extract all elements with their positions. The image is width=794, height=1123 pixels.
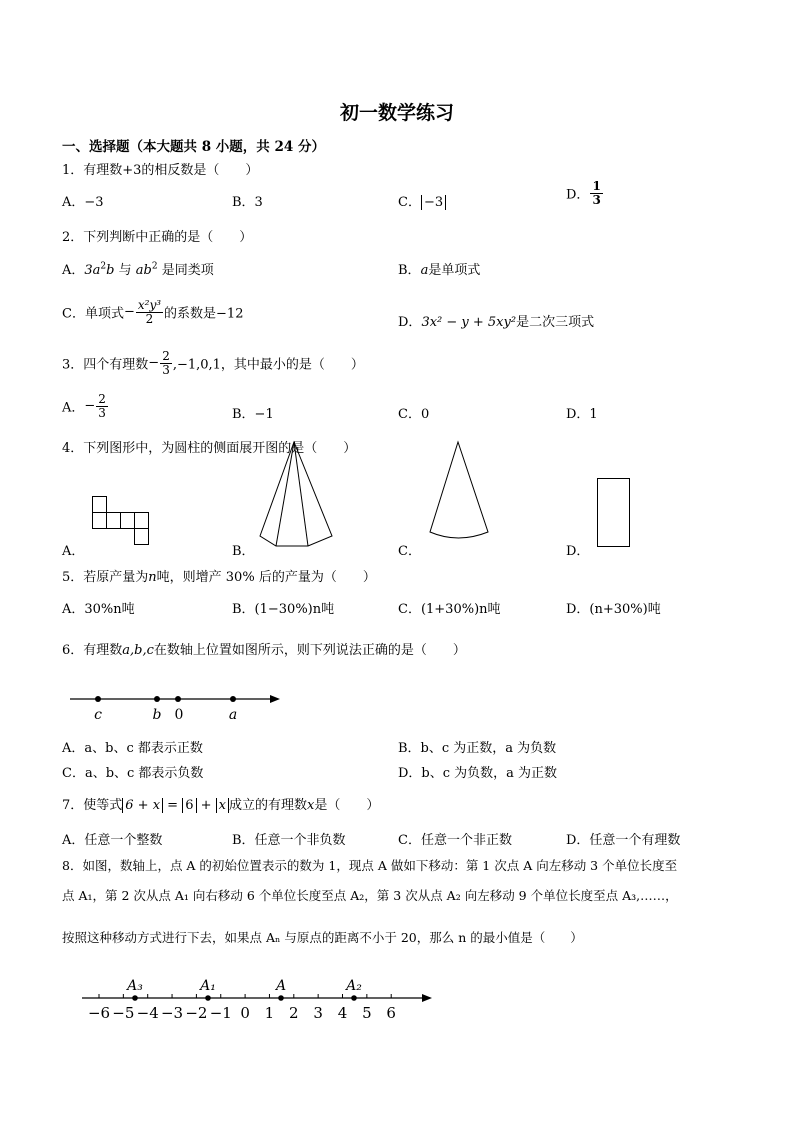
label-a1: A₁ [200, 978, 216, 994]
q1-option-a: A．−3 [62, 195, 104, 210]
q2-d-end: 是二次三项式 [516, 315, 595, 330]
axis-arrow [270, 695, 280, 703]
question-8-line-3: 按照这种移动方式进行下去，如果点 Aₙ 与原点的距离不小于 20，那么 n 的最小值是（ ） [62, 930, 583, 945]
q2-a-term2: b [106, 263, 115, 278]
question-8-line-1: 8．如图，数轴上，点 A 的初始位置表示的数为 1，现点 A 做如下移动：第 1 次点 A 向左移动 3 个单位长度至 [62, 858, 678, 873]
q1-option-c-prefix: C． [398, 195, 421, 210]
label-a: A [275, 978, 287, 994]
point-a [230, 696, 236, 702]
q2-b-prefix: B． [398, 263, 421, 278]
question-1-stem: 1．有理数+3的相反数是（ ） [62, 163, 259, 178]
q3-a-minus: − [84, 398, 96, 414]
tick-label: −2 [185, 1004, 208, 1022]
q6-option-d: D．b、c 为负数，a 为正数 [398, 766, 558, 781]
q5-option-d: D．(n+30%)吨 [566, 602, 661, 617]
number-line-q6 [66, 688, 286, 724]
tick-label: 0 [240, 1004, 250, 1022]
q6-option-a: A．a、b、c 都表示正数 [62, 741, 203, 756]
question-3-stem [62, 350, 364, 376]
q7-abs-r1: 6 [182, 798, 196, 813]
q2-c-minus: − [123, 304, 135, 320]
question-6-stem [62, 639, 466, 658]
section-heading: 一、选择题（本大题共 8 小题，共 24 分） [62, 139, 325, 155]
page-title: 初一数学练习 [339, 102, 454, 124]
tick-label: 4 [337, 1004, 348, 1022]
fraction-denominator: 3 [592, 192, 601, 207]
q7-plus: + [196, 798, 216, 813]
tick-label: −4 [136, 1004, 159, 1022]
q5-option-a: A．30%n吨 [62, 602, 135, 617]
tick-label: 1 [264, 1004, 275, 1022]
q3-option-b: B．−1 [232, 407, 274, 422]
net-square [135, 513, 149, 529]
q3-option-c: C．0 [398, 407, 430, 422]
q7-abs-r2: x [216, 798, 229, 813]
q4-option-b: B． [232, 544, 255, 559]
point-a3 [132, 995, 138, 1001]
tick-label: −5 [112, 1004, 135, 1022]
fraction-numerator: 2 [162, 349, 170, 363]
q2-d-expr: 3x² − y + 5xy² [421, 315, 517, 330]
q1-option-d-prefix: D． [566, 187, 590, 203]
net-square [93, 497, 107, 513]
q3-minus: − [148, 355, 160, 371]
q7-stem-post: 成立的有理数 [229, 798, 308, 813]
q1-option-c [398, 191, 446, 210]
q2-a-term1: 3a [84, 263, 101, 278]
q7-option-a: A．任意一个整数 [62, 833, 163, 848]
q2-c-end: 的系数是−12 [164, 306, 244, 322]
pyramid-edge [294, 442, 308, 546]
q2-option-b [398, 259, 480, 278]
tick-label: 2 [289, 1004, 299, 1022]
q6-stem-pre: 6．有理数 [62, 643, 123, 658]
q2-option-c [62, 299, 243, 325]
tick-label: 5 [362, 1004, 372, 1022]
q6-option-b: B．b、c 为正数，a 为负数 [398, 741, 557, 756]
q7-option-d: D．任意一个有理数 [566, 833, 681, 848]
point-a [278, 995, 284, 1001]
q1-option-d-fraction [590, 180, 602, 206]
q5-stem-pre: 5．若原产量为 [62, 570, 149, 585]
pyramid-figure-b [258, 440, 334, 550]
q7-option-c: C．任意一个非正数 [398, 833, 512, 848]
q3-stem-pre: 3．四个有理数 [62, 357, 149, 373]
q3-stem-post: ,−1,0,1，其中最小的是（ ） [172, 357, 364, 373]
q2-b-var: a [420, 263, 429, 278]
pyramid-edge [276, 442, 294, 546]
tick-label: 6 [386, 1004, 396, 1022]
rectangle-figure-d [597, 478, 631, 548]
q3-option-a [62, 393, 109, 419]
label-a: a [228, 707, 238, 723]
point-c [95, 696, 101, 702]
tick-label: 3 [313, 1004, 323, 1022]
q5-option-c: C．(1+30%)n吨 [398, 602, 501, 617]
q6-option-c: C．a、b、c 都表示负数 [62, 766, 204, 781]
q2-c-prefix: C．单项式 [62, 306, 124, 322]
q3-a-fraction [96, 393, 108, 419]
q4-option-c: C． [398, 544, 421, 559]
point-a2 [351, 995, 357, 1001]
point-a1 [205, 995, 211, 1001]
q3-fraction [160, 350, 172, 376]
q7-stem-end: 是（ ） [314, 798, 380, 813]
q2-option-d [398, 311, 594, 330]
question-8-line-2: 点 A₁，第 2 次从点 A₁ 向右移动 6 个单位长度至点 A₂，第 3 次从点 A₂ 向左移动 9 个单位长度至点 A₃,……， [62, 888, 678, 903]
label-a3: A₃ [127, 978, 143, 994]
q6-vars: a,b,c [122, 643, 154, 658]
label-b: b [152, 707, 162, 723]
fraction-numerator: 2 [98, 392, 106, 406]
q7-option-b: B．任意一个非负数 [232, 833, 346, 848]
net-figure-a [92, 496, 152, 548]
rectangle-outline [598, 479, 630, 547]
number-line-q8 [80, 972, 440, 1024]
q2-a-term3: ab [135, 263, 152, 278]
tick-label: −1 [209, 1004, 232, 1022]
q2-c-fraction [136, 299, 163, 325]
q1-option-c-abs: −3 [421, 195, 446, 210]
q6-stem-post: 在数轴上位置如图所示，则下列说法正确的是（ ） [153, 643, 466, 658]
question-2-stem: 2．下列判断中正确的是（ ） [62, 230, 253, 245]
q3-option-d: D．1 [566, 407, 598, 422]
q4-option-a: A． [62, 544, 85, 559]
q7-abs-left: 6 + x [122, 798, 163, 813]
net-square [93, 513, 107, 529]
q2-a-prefix: A． [62, 263, 85, 278]
q2-option-a [62, 259, 214, 278]
q1-option-d [566, 180, 604, 206]
q2-a-end: 是同类项 [157, 263, 214, 278]
q4-option-d: D． [566, 544, 590, 559]
fraction-numerator: x²y³ [137, 298, 162, 312]
q7-var: x [307, 798, 315, 813]
q7-eq: = [163, 798, 183, 813]
q2-a-exp1: 2 [100, 261, 107, 272]
label-zero: 0 [174, 707, 184, 723]
point-b [154, 696, 160, 702]
q3-a-prefix: A． [62, 400, 85, 416]
net-square [135, 529, 149, 545]
q2-a-exp2: 2 [151, 261, 158, 272]
q5-stem-post: 吨，则增产 30% 后的产量为（ ） [156, 570, 376, 585]
q2-d-prefix: D． [398, 315, 422, 330]
q7-stem-pre: 7．使等式 [62, 798, 123, 813]
q5-option-b: B．(1−30%)n吨 [232, 602, 335, 617]
tick-label: −6 [87, 1004, 111, 1022]
axis-arrow [422, 994, 432, 1002]
fraction-numerator: 1 [592, 179, 601, 193]
question-7-stem [62, 794, 379, 813]
q1-option-b: B．3 [232, 195, 263, 210]
fraction-denominator: 3 [98, 405, 106, 420]
question-4-stem: 4．下列图形中，为圆柱的侧面展开图的是（ ） [62, 441, 357, 456]
sector-outline [430, 442, 488, 538]
point-zero [175, 696, 181, 702]
fraction-denominator: 2 [145, 311, 154, 326]
q2-a-mid: 与 [114, 263, 136, 278]
label-a2: A₂ [346, 978, 362, 994]
fraction-denominator: 3 [162, 362, 170, 377]
q2-b-end: 是单项式 [428, 263, 481, 278]
net-square [121, 513, 135, 529]
sector-figure-c [428, 440, 492, 544]
tick-label: −3 [160, 1004, 184, 1022]
question-5-stem [62, 566, 376, 585]
net-square [107, 513, 121, 529]
q5-var: n [148, 570, 157, 585]
label-c: c [94, 707, 102, 723]
